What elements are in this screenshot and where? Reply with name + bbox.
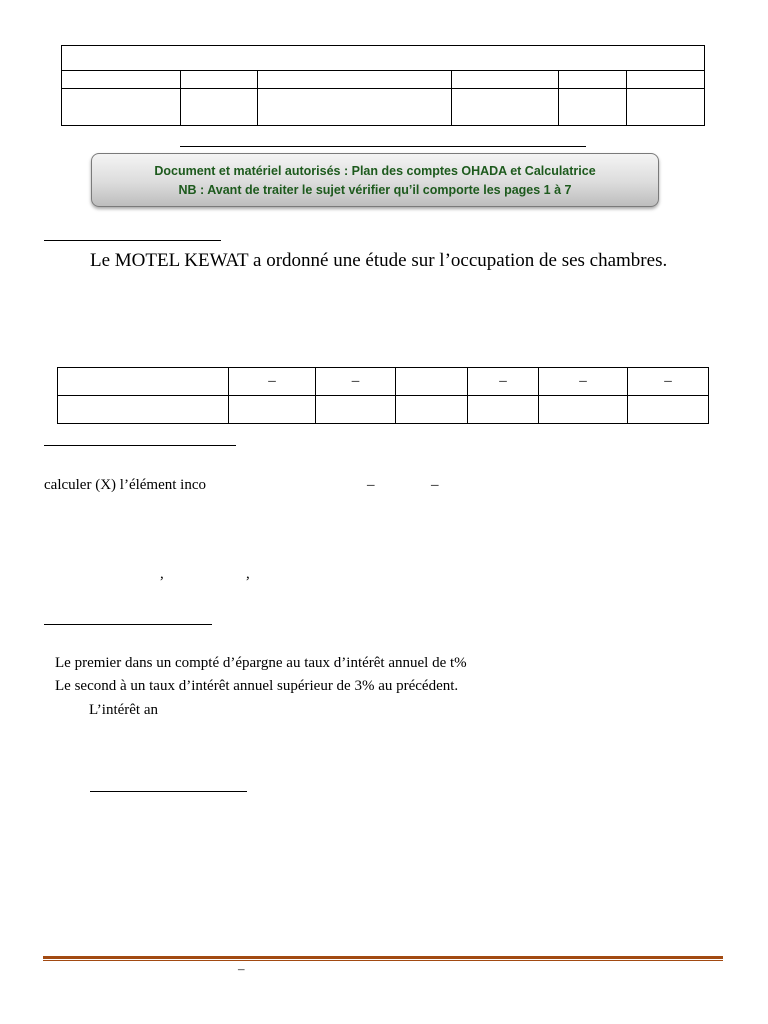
section-heading-underline: [44, 445, 236, 446]
occupancy-table-cell: –: [628, 368, 709, 396]
occupancy-table-cell: [58, 396, 229, 424]
occupancy-table-cell: [396, 368, 468, 396]
header-table-row: [62, 46, 705, 71]
header-table-cell: [62, 71, 181, 89]
occupancy-table-cell: [396, 396, 468, 424]
header-table-cell: [559, 89, 627, 126]
header-table-row: [62, 89, 705, 126]
header-table-cell: [181, 71, 258, 89]
occupancy-table-cell: [316, 396, 396, 424]
header-table-cell: [258, 71, 452, 89]
occupancy-table-cell: –: [468, 368, 539, 396]
header-table-cell: [627, 89, 705, 126]
header-table-cell: [62, 46, 705, 71]
title-underline: [180, 146, 586, 147]
instruction-line-1: Document et matériel autorisés : Plan des comptes OHADA et Calculatrice: [154, 164, 596, 178]
occupancy-table-cell: [539, 396, 628, 424]
occupancy-table-cell: –: [229, 368, 316, 396]
header-table-row: [62, 71, 705, 89]
instruction-box: [91, 153, 659, 207]
footer-dash: –: [238, 961, 245, 976]
comma-mark: ,: [246, 566, 250, 582]
header-table-cell: [627, 71, 705, 89]
occupancy-table-row: [58, 396, 709, 424]
header-table-cell: [62, 89, 181, 126]
header-table-cell: [258, 89, 452, 126]
occupancy-table-cell: [58, 368, 229, 396]
intro-text: Le MOTEL KEWAT a ordonné une étude sur l’occupation de ses chambres.: [90, 250, 668, 271]
header-table-cell: [452, 71, 559, 89]
occupancy-table-cell: –: [316, 368, 396, 396]
occupancy-table-cell: [468, 396, 539, 424]
calc-dash: –: [367, 477, 375, 493]
text-line-interest: L’intérêt an: [89, 702, 159, 718]
header-table-cell: [181, 89, 258, 126]
text-line-second: Le second à un taux d’intérêt annuel supérieur de 3% au précédent.: [55, 678, 459, 694]
section-heading-underline: [44, 240, 221, 241]
occupancy-table-cell: –: [539, 368, 628, 396]
occupancy-table-cell: [229, 396, 316, 424]
footer-rule: [43, 956, 723, 961]
occupancy-table-cell: [628, 396, 709, 424]
comma-mark: ,: [160, 566, 164, 582]
header-table-cell: [452, 89, 559, 126]
header-table-cell: [559, 71, 627, 89]
text-line-first: Le premier dans un compté d’épargne au taux d’intérêt annuel de t%: [55, 655, 467, 671]
calc-text: calculer (X) l’élément inco: [44, 477, 206, 493]
section-heading-underline: [44, 624, 212, 625]
occupancy-table: [57, 367, 709, 424]
header-table: [61, 45, 705, 126]
instruction-line-2: NB : Avant de traiter le sujet vérifier qu’il comporte les pages 1 à 7: [178, 183, 572, 197]
calc-dash: –: [431, 477, 439, 493]
section-heading-underline: [90, 791, 247, 792]
occupancy-table-header-row: [58, 368, 709, 396]
